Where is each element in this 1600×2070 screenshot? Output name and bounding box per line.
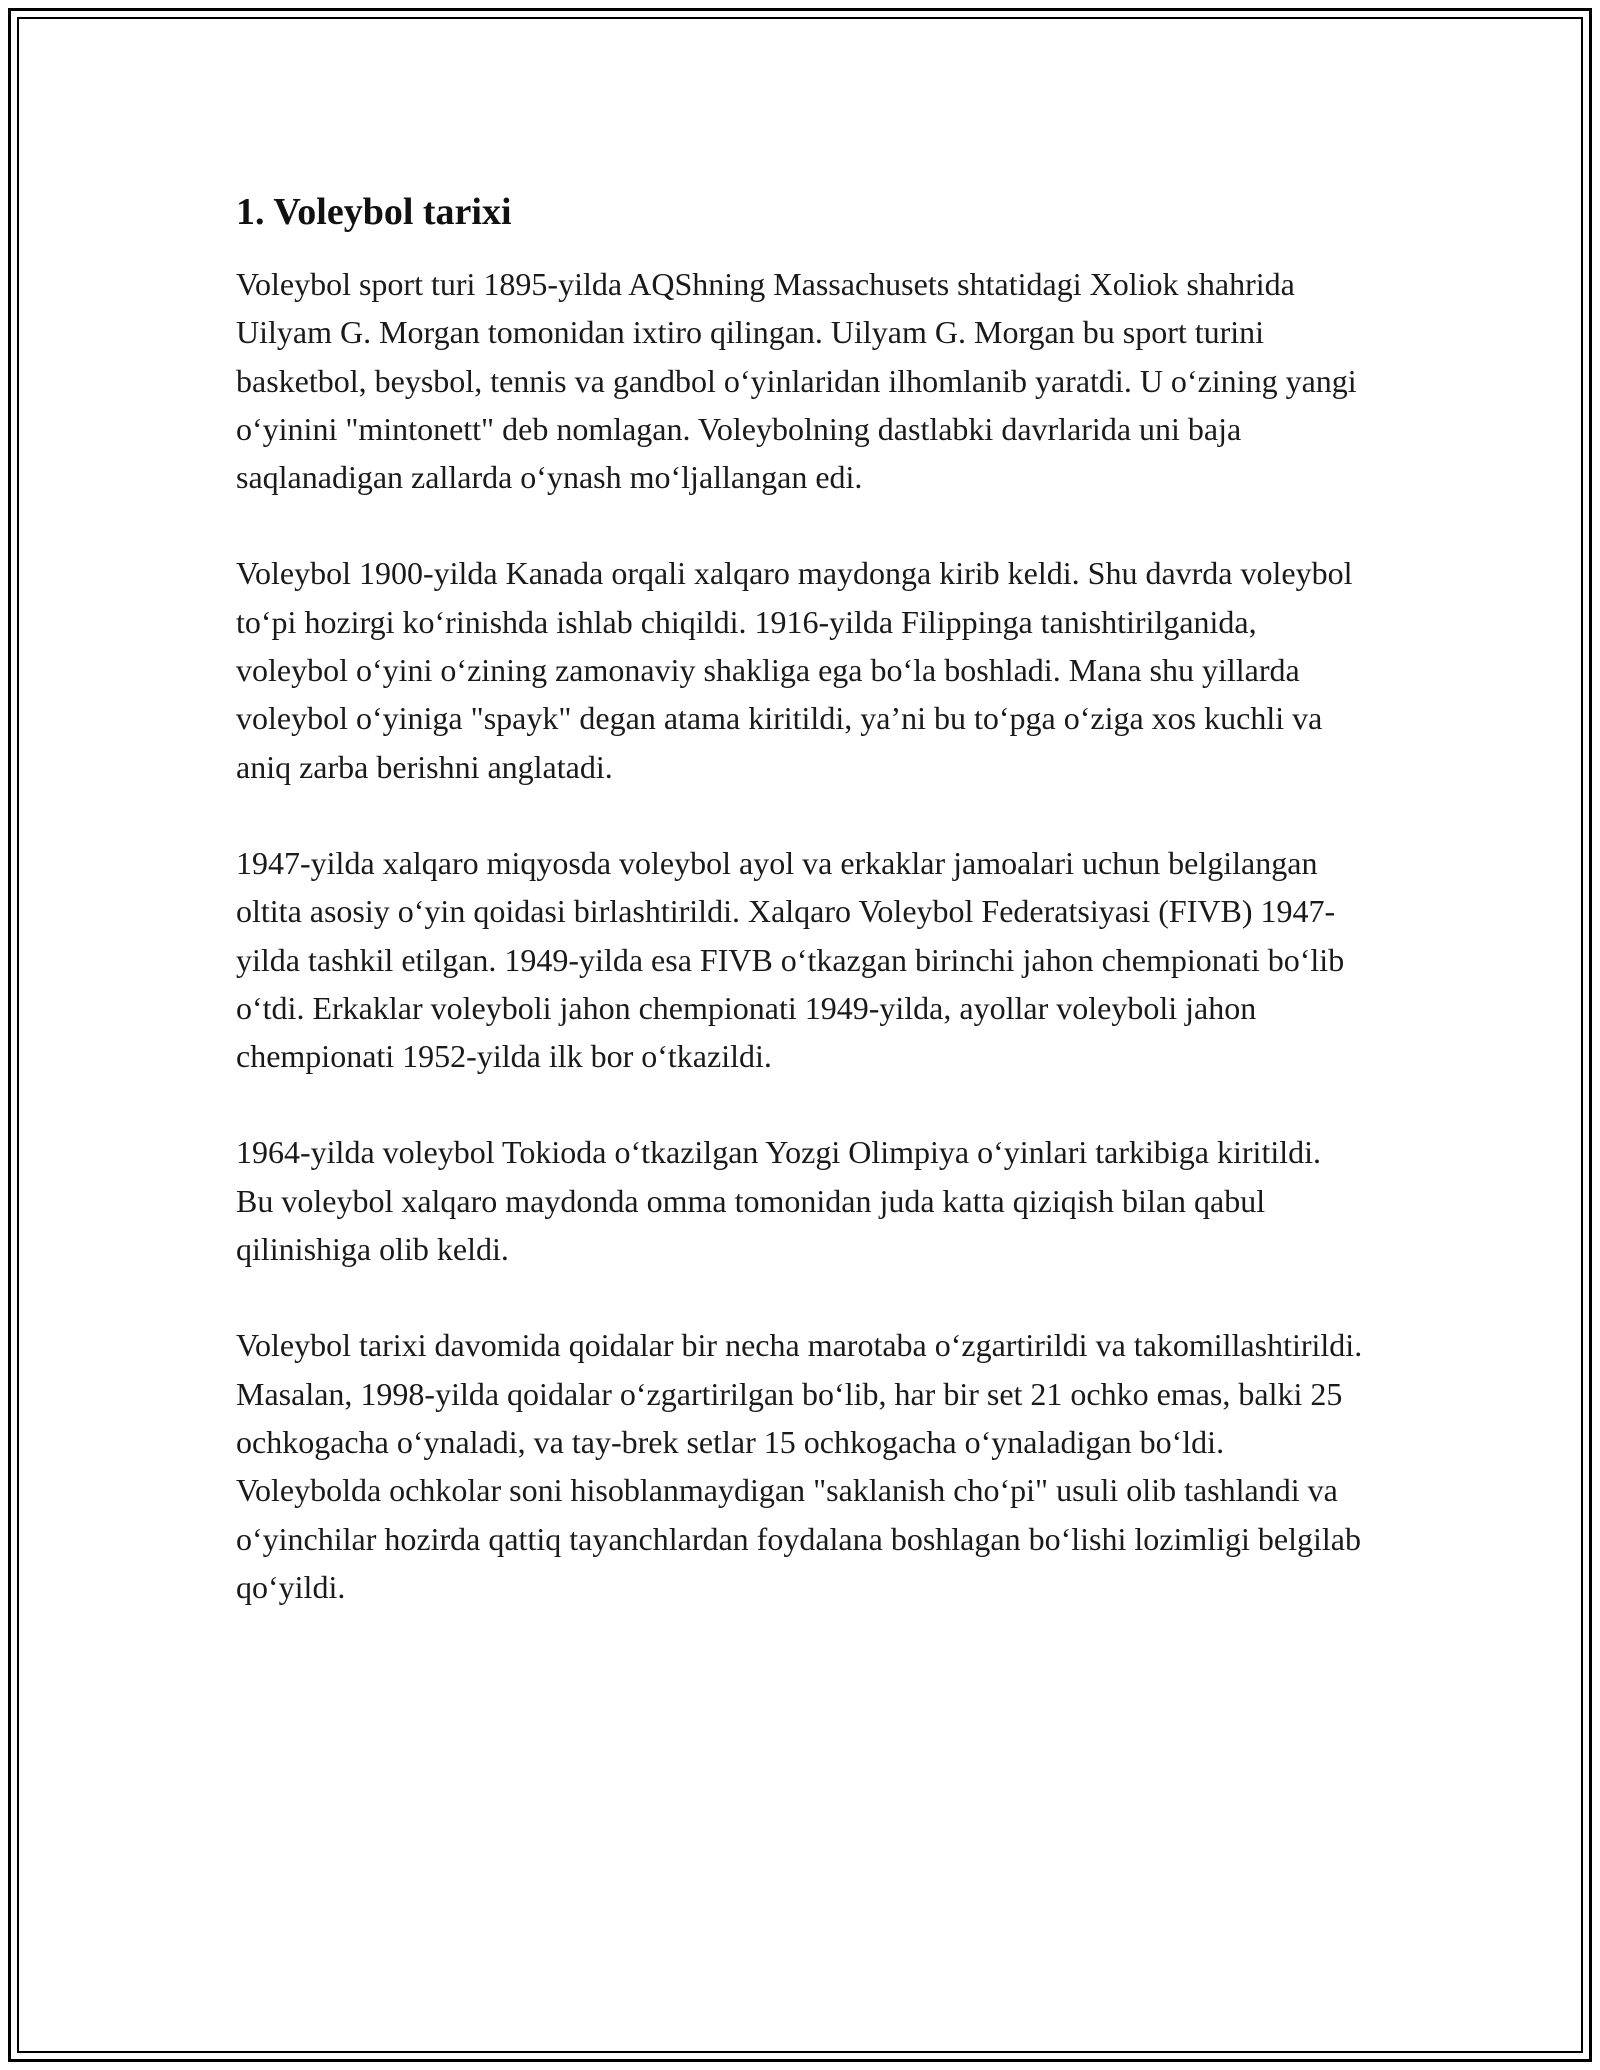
paragraph-olympics: 1964-yilda voleybol Tokioda o‘tkazilgan Yozgi Olimpiya o‘yinlari tarkibiga kiritildi. Bu voleybol xalqaro maydonda omma tomonidan juda katta qiziqish bilan qabul qilinishiga olib keldi. <box>236 1134 1321 1268</box>
paragraph-fivb-founding: 1947-yilda xalqaro miqyosda voleybol ayol va erkaklar jamoalari uchun belgilangan oltita asosiy o‘yin qoidasi birlashtirildi. Xalqaro Voleybol Federatsiyasi (FIVB) 1947-yilda tashkil etilgan. 1949-yilda esa FIVB o‘tkazgan birinchi jahon chempionati bo‘lib o‘tdi. Erkaklar voleyboli jahon chempionati 1949-yilda, ayollar voleyboli jahon chempionati 1952-yilda ilk bor o‘tkazildi. <box>236 844 1345 1075</box>
document-body <box>236 188 1366 1659</box>
paragraph-history-origin: Voleybol sport turi 1895-yilda AQShning Massachusets shtatidagi Xoliok shahrida Uilyam G. Morgan tomonidan ixtiro qilingan. Uilyam G. Morgan bu sport turini basketbol, beysbol, tennis va gandbol o‘yinlaridan ilhomlanib yaratdi. U o‘zining yangi o‘yinini "mintonett" deb nomlagan. Voleybolning dastlabki davrlarida uni baja saqlanadigan zallarda o‘ynash mo‘ljallangan edi. <box>236 266 1357 496</box>
paragraph-international-spread: Voleybol 1900-yilda Kanada orqali xalqaro maydonga kirib keldi. Shu davrda voleybol to‘pi hozirgi ko‘rinishda ishlab chiqildi. 1916-yilda Filippinga tanishtirilganida, voleybol o‘yini o‘zining zamonaviy shakliga ega bo‘la boshladi. Mana shu yillarda voleybol o‘yiniga "spayk" degan atama kiritildi, ya’ni bu to‘pga o‘ziga xos kuchli va aniq zarba berishni anglatadi. <box>236 555 1353 785</box>
paragraph-rule-changes: Voleybol tarixi davomida qoidalar bir necha marotaba o‘zgartirildi va takomillashtirildi. Masalan, 1998-yilda qoidalar o‘zgartirilgan bo‘lib, har bir set 21 ochko emas, balki 25 ochkogacha o‘ynaladi, va tay-brek setlar 15 ochkogacha o‘ynaladigan bo‘ldi. Voleybolda ochkolar soni hisoblanmaydigan "saklanish cho‘pi" usuli olib tashlandi va o‘yinchilar hozirda qattiq tayanchlardan foydalana boshlagan bo‘lishi lozimligi belgilab qo‘yildi. <box>236 1327 1363 1605</box>
section-title: 1. Voleybol tarixi <box>236 191 512 233</box>
